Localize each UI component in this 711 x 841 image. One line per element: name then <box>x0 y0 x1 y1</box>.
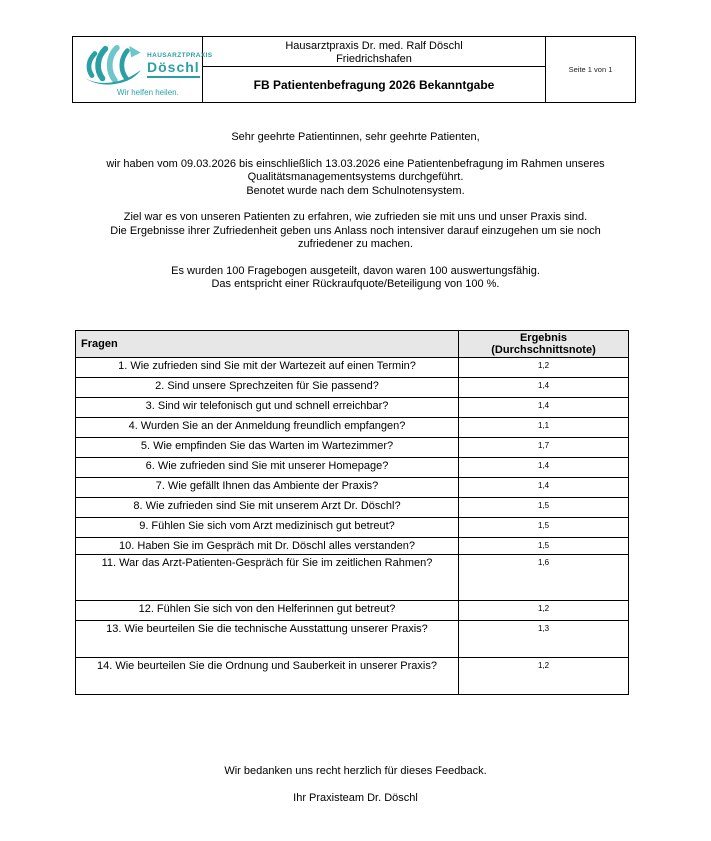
table-row <box>76 555 629 601</box>
table-row <box>76 601 629 621</box>
column-header-fragen: Fragen <box>76 331 459 358</box>
question-cell: 4. Wurden Sie an der Anmeldung freundlich empfangen? <box>76 418 459 438</box>
question-cell: 6. Wie zufrieden sind Sie mit unserer Homepage? <box>76 458 459 478</box>
result-cell: 1,4 <box>459 378 629 398</box>
table-row <box>76 538 629 555</box>
body-line: Ziel war es von unseren Patienten zu erfahren, wie zufrieden sie mit uns und unser Praxis sind. <box>123 211 588 224</box>
question-cell: 1. Wie zufrieden sind Sie mit der Wartezeit auf einen Termin? <box>76 358 459 378</box>
logo-brand-small: HAUSARZTPRAXIS <box>147 52 213 59</box>
table-row <box>76 458 629 478</box>
result-cell: 1,5 <box>459 538 629 555</box>
letter-closing <box>0 765 711 806</box>
blank-line <box>0 252 711 265</box>
table-row <box>76 438 629 458</box>
page-number: Seite 1 von 1 <box>568 65 613 74</box>
header-center-cell <box>203 37 546 102</box>
body-line: Das entspricht einer Rückraufquote/Beteiligung von 100 %. <box>211 278 500 291</box>
result-cell: 1,1 <box>459 418 629 438</box>
result-cell: 1,3 <box>459 621 629 658</box>
body-line: zufriedener zu machen. <box>298 238 413 251</box>
result-cell: 1,4 <box>459 398 629 418</box>
result-cell: 1,5 <box>459 498 629 518</box>
question-cell: 5. Wie empfinden Sie das Warten im Wartezimmer? <box>76 438 459 458</box>
practice-name-line1: Hausarztpraxis Dr. med. Ralf Döschl <box>285 40 463 52</box>
logo-brand-name: Döschl <box>147 59 200 78</box>
document-title: FB Patientenbefragung 2026 Bekanntgabe <box>253 77 495 92</box>
logo-tagline: Wir helfen heilen. <box>117 88 179 97</box>
table-row <box>76 478 629 498</box>
result-cell: 1,4 <box>459 478 629 498</box>
logo-swirl-icon <box>81 44 145 88</box>
result-cell: 1,4 <box>459 458 629 478</box>
question-cell: 7. Wie gefällt Ihnen das Ambiente der Praxis? <box>76 478 459 498</box>
blank-line <box>0 144 711 157</box>
body-line: Die Ergebnisse ihrer Zufriedenheit geben uns Anlass noch intensiver darauf einzugehen um sie noch <box>110 224 601 237</box>
body-line: wir haben vom 09.03.2026 bis einschließlich 13.03.2026 eine Patientenbefragung im Rahmen unseres <box>106 157 605 170</box>
results-table <box>75 330 629 695</box>
practice-name <box>203 37 545 67</box>
table-row <box>76 378 629 398</box>
question-cell: 10. Haben Sie im Gespräch mit Dr. Döschl alles verstanden? <box>76 538 459 555</box>
question-cell: 8. Wie zufrieden sind Sie mit unserem Arzt Dr. Döschl? <box>76 498 459 518</box>
table-row <box>76 621 629 658</box>
blank-line <box>0 779 711 793</box>
question-cell: 11. War das Arzt-Patienten-Gespräch für Sie im zeitlichen Rahmen? <box>76 555 459 601</box>
table-header-row <box>76 331 629 358</box>
result-cell: 1,7 <box>459 438 629 458</box>
table-row <box>76 358 629 378</box>
column-header-ergebnis-line2: (Durchschnittsnote) <box>491 344 596 356</box>
table-row <box>76 418 629 438</box>
body-line: Sehr geehrte Patientinnen, sehr geehrte Patienten, <box>231 131 480 143</box>
blank-line <box>0 198 711 211</box>
table-row <box>76 658 629 695</box>
question-cell: 14. Wie beurteilen Sie die Ordnung und Sauberkeit in unserer Praxis? <box>76 658 459 695</box>
body-line: Es wurden 100 Fragebogen ausgeteilt, davon waren 100 auswertungsfähig. <box>171 264 540 277</box>
thanks-line: Wir bedanken uns recht herzlich für dieses Feedback. <box>224 765 487 777</box>
question-cell: 12. Fühlen Sie sich von den Helferinnen gut betreut? <box>76 601 459 621</box>
column-header-ergebnis <box>459 331 629 358</box>
result-cell: 1,2 <box>459 658 629 695</box>
signature-line: Ihr Praxisteam Dr. Döschl <box>293 792 418 804</box>
result-cell: 1,6 <box>459 555 629 601</box>
letter-body <box>0 131 711 292</box>
table-row <box>76 518 629 538</box>
column-header-ergebnis-line1: Ergebnis <box>519 332 568 344</box>
result-cell: 1,2 <box>459 358 629 378</box>
table-row <box>76 498 629 518</box>
practice-name-line2: Friedrichshafen <box>336 53 412 65</box>
document-header <box>72 36 636 103</box>
result-cell: 1,2 <box>459 601 629 621</box>
question-cell: 13. Wie beurteilen Sie die technische Ausstattung unserer Praxis? <box>76 621 459 658</box>
question-cell: 3. Sind wir telefonisch gut und schnell erreichbar? <box>76 398 459 418</box>
practice-logo <box>73 37 213 102</box>
question-cell: 2. Sind unsere Sprechzeiten für Sie passend? <box>76 378 459 398</box>
table-row <box>76 398 629 418</box>
question-cell: 9. Fühlen Sie sich vom Arzt medizinisch gut betreut? <box>76 518 459 538</box>
body-line: Qualitätsmanagementsystems durchgeführt. <box>247 171 464 184</box>
body-line: Benotet wurde nach dem Schulnotensystem. <box>246 184 465 197</box>
result-cell: 1,5 <box>459 518 629 538</box>
